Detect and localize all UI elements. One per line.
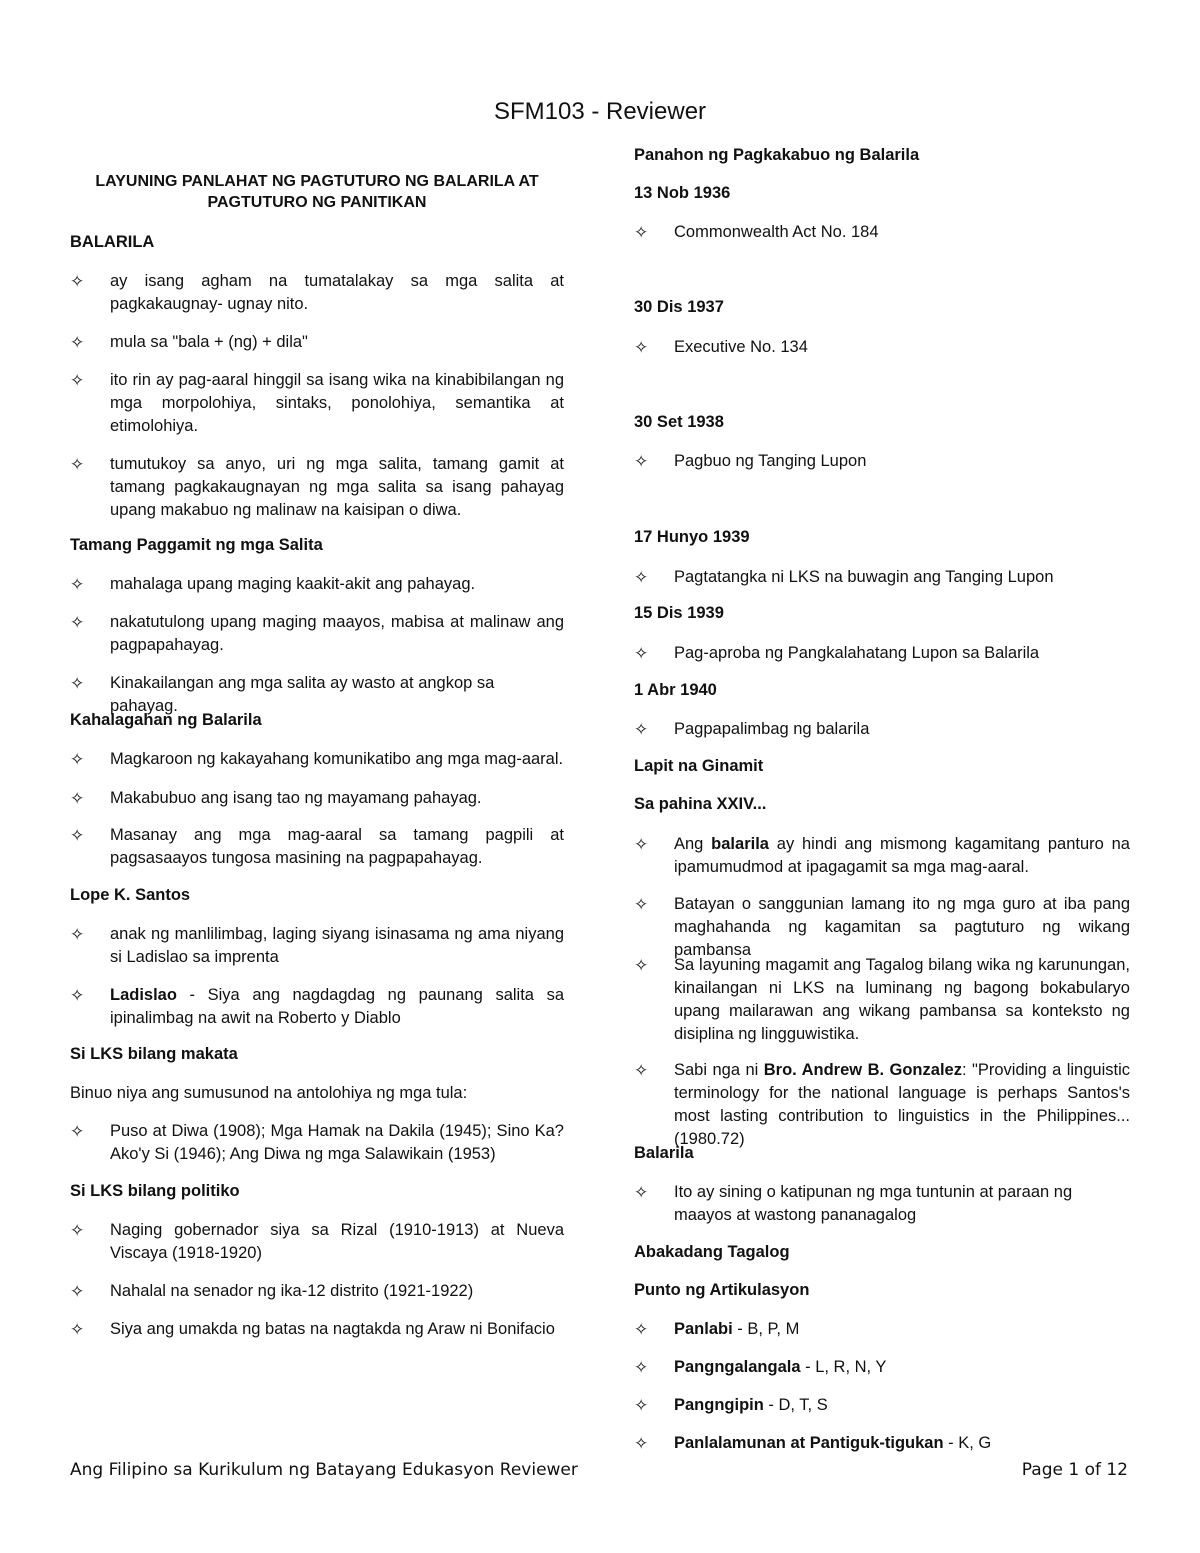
bullet-star-icon: ✧ [634, 223, 649, 242]
bullet-star-icon: ✧ [70, 925, 85, 944]
list-item: ✧ mula sa "bala + (ng) + dila" [70, 333, 308, 352]
bullet-star-icon: ✧ [70, 455, 85, 474]
list-item: ✧ Makabubuo ang isang tao ng mayamang pahayag. [70, 789, 482, 808]
timeline-date: 1 Abr 1940 [634, 681, 717, 699]
section-heading-kahalagahan: Kahalagahan ng Balarila [70, 711, 262, 729]
timeline-event: ✧ Executive No. 134 [634, 338, 808, 357]
list-item: ✧ tumutukoy sa anyo, uri ng mga salita, tamang gamit at tamang pagkakaugnayan ng mga salita sa isang pahayag upang makabuo ng malinaw na kaisipan o diwa. [70, 453, 564, 522]
bullet-star-icon: ✧ [70, 575, 85, 594]
list-item: ✧ Magkaroon ng kakayahang komunikatibo ang mga mag-aaral. [70, 750, 564, 769]
list-item: ✧ ay isang agham na tumatalakay sa mga salita at pagkakaugnay- ugnay nito. [70, 270, 564, 316]
list-item: ✧ Ladislao - Siya ang nagdagdag ng paunang salita sa ipinalimbag na awit na Roberto y Diablo [70, 984, 564, 1030]
term-gonzalez: Bro. Andrew B. Gonzalez [763, 1061, 962, 1079]
section-heading-balarila-2: Balarila [634, 1144, 694, 1162]
list-item: ✧ Kinakailangan ang mga salita ay wasto at angkop sa pahayag. [70, 672, 564, 718]
bullet-star-icon: ✧ [70, 674, 85, 693]
list-item: ✧ nakatutulong upang maging maayos, mabisa at malinaw ang pagpapahayag. [70, 611, 564, 657]
term-ladislao: Ladislao [110, 986, 177, 1004]
section-heading-lapit: Lapit na Ginamit [634, 757, 764, 775]
bullet-star-icon: ✧ [634, 568, 649, 587]
bullet-star-icon: ✧ [70, 826, 85, 845]
makata-intro: Binuo niya ang sumusunod na antolohiya ng mga tula: [70, 1084, 468, 1102]
bullet-star-icon: ✧ [70, 1122, 85, 1141]
section-heading-punto: Punto ng Artikulasyon [634, 1281, 810, 1299]
timeline-date: 30 Set 1938 [634, 413, 724, 431]
bullet-star-icon: ✧ [70, 750, 85, 769]
list-item: ✧ Pangngipin - D, T, S [634, 1396, 828, 1415]
bullet-star-icon: ✧ [634, 1434, 649, 1453]
bullet-star-icon: ✧ [634, 1183, 649, 1202]
list-item: ✧ Panlalamunan at Pantiguk-tigukan - K, G [634, 1434, 992, 1453]
section-heading-pahina: Sa pahina XXIV... [634, 795, 767, 813]
section-heading-tamang-paggamit: Tamang Paggamit ng mga Salita [70, 536, 323, 554]
bullet-star-icon: ✧ [70, 1282, 85, 1301]
bullet-star-icon: ✧ [634, 895, 649, 914]
timeline-event: ✧ Pag-aproba ng Pangkalahatang Lupon sa Balarila [634, 644, 1040, 663]
list-item: ✧ Ito ay sining o katipunan ng mga tuntunin at paraan ng maayos at wastong pananagalog [634, 1181, 1130, 1227]
timeline-event: ✧ Pagtatangka ni LKS na buwagin ang Tanging Lupon [634, 568, 1054, 587]
bullet-star-icon: ✧ [70, 1221, 85, 1240]
bullet-star-icon: ✧ [70, 371, 85, 390]
list-item: ✧ mahalaga upang maging kaakit-akit ang pahayag. [70, 575, 476, 594]
section-heading-abakada: Abakadang Tagalog [634, 1243, 790, 1261]
list-item: ✧ Pangngalangala - L, R, N, Y [634, 1358, 887, 1377]
bullet-star-icon: ✧ [634, 835, 649, 854]
main-heading [70, 171, 564, 213]
list-item: ✧ Naging gobernador siya sa Rizal (1910-1913) at Nueva Viscaya (1918-1920) [70, 1219, 564, 1265]
bullet-star-icon: ✧ [634, 338, 649, 357]
list-item: ✧ Puso at Diwa (1908); Mga Hamak na Dakila (1945); Sino Ka? Ako'y Si (1946); Ang Diwa ng mga Salawikain (1953) [70, 1120, 564, 1166]
list-item: ✧ Masanay ang mga mag-aaral sa tamang pagpili at pagsasaayos tungosa masining na pagpapahayag. [70, 824, 564, 870]
bullet-star-icon: ✧ [634, 644, 649, 663]
bullet-star-icon: ✧ [634, 720, 649, 739]
list-item: ✧ Panlabi - B, P, M [634, 1320, 800, 1339]
bullet-star-icon: ✧ [70, 789, 85, 808]
term-balarila: balarila [711, 835, 769, 853]
bullet-star-icon: ✧ [634, 1320, 649, 1339]
bullet-star-icon: ✧ [70, 272, 85, 291]
main-heading-line-1: LAYUNING PANLAHAT NG PAGTUTURO NG BALARILA AT [95, 173, 539, 190]
list-item: ✧ Sa layuning magamit ang Tagalog bilang wika ng karunungan, kinailangan ni LKS na luminang ng bagong bokabularyo upang mailarawan ang wikang pambansa sa konteksto ng disiplina ng lingguwistika. [634, 954, 1130, 1046]
section-heading-panahon: Panahon ng Pagkakabuo ng Balarila [634, 146, 920, 164]
main-heading-line-2: PAGTUTURO NG PANITIKAN [207, 194, 427, 211]
timeline-date: 15 Dis 1939 [634, 604, 724, 622]
timeline-event: ✧ Pagpapalimbag ng balarila [634, 720, 870, 739]
section-heading-politiko: Si LKS bilang politiko [70, 1182, 240, 1200]
bullet-star-icon: ✧ [70, 1320, 85, 1339]
section-heading-makata: Si LKS bilang makata [70, 1045, 238, 1063]
timeline-date: 30 Dis 1937 [634, 298, 724, 316]
list-item: ✧ anak ng manlilimbag, laging siyang isinasama ng ama niyang si Ladislao sa imprenta [70, 923, 564, 969]
list-item: ✧ Batayan o sanggunian lamang ito ng mga guro at iba pang maghahanda ng kagamitan sa pagtuturo ng wikang pambansa [634, 893, 1130, 962]
bullet-star-icon: ✧ [634, 956, 649, 975]
bullet-star-icon: ✧ [634, 1396, 649, 1415]
timeline-date: 17 Hunyo 1939 [634, 528, 750, 546]
list-item: ✧ Ang balarila ay hindi ang mismong kagamitang panturo na ipamumudmod at ipagagamit sa mga mag-aaral. [634, 833, 1130, 879]
section-heading-lope-k-santos: Lope K. Santos [70, 886, 191, 904]
bullet-star-icon: ✧ [634, 1061, 649, 1080]
bullet-star-icon: ✧ [634, 1358, 649, 1377]
footer-document-name: Ang Filipino sa Kurikulum ng Batayang Edukasyon Reviewer [70, 1460, 578, 1480]
bullet-star-icon: ✧ [634, 452, 649, 471]
timeline-event: ✧ Commonwealth Act No. 184 [634, 223, 879, 242]
list-item: ✧ Nahalal na senador ng ika-12 distrito (1921-1922) [70, 1282, 474, 1301]
bullet-star-icon: ✧ [70, 986, 85, 1005]
document-title: SFM103 - Reviewer [493, 98, 707, 125]
footer-page-number: Page 1 of 12 [1021, 1460, 1128, 1480]
list-item: ✧ ito rin ay pag-aaral hinggil sa isang wika na kinabibilangan ng mga morpolohiya, sintaks, ponolohiya, semantika at etimolohiya. [70, 369, 564, 438]
bullet-star-icon: ✧ [70, 333, 85, 352]
section-heading-balarila: BALARILA [70, 233, 155, 251]
timeline-date: 13 Nob 1936 [634, 184, 731, 202]
list-item: ✧ Sabi nga ni Bro. Andrew B. Gonzalez: "Providing a linguistic terminology for the national language is perhaps Santos's most lasting contribution to linguistics in the Philippines... (1980.72) [634, 1059, 1130, 1151]
timeline-event: ✧ Pagbuo ng Tanging Lupon [634, 452, 867, 471]
list-item: ✧ Siya ang umakda ng batas na nagtakda ng Araw ni Bonifacio [70, 1320, 555, 1339]
bullet-star-icon: ✧ [70, 613, 85, 632]
